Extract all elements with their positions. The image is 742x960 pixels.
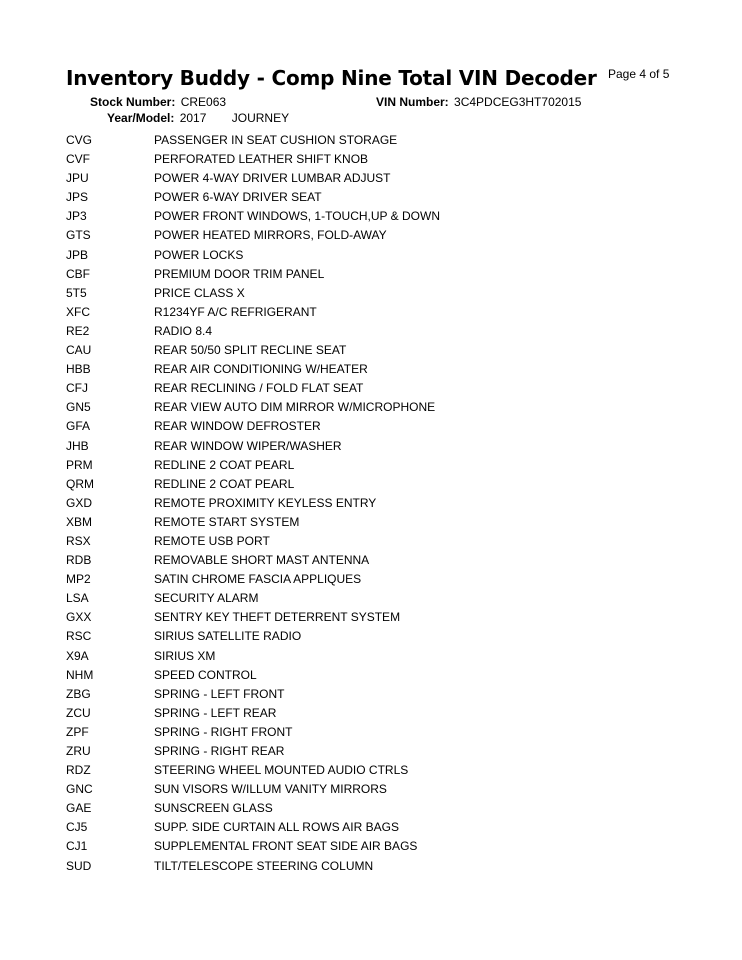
option-description: REMOTE PROXIMITY KEYLESS ENTRY xyxy=(154,495,377,510)
option-code: ZPF xyxy=(66,724,89,739)
option-row xyxy=(66,417,666,436)
option-row xyxy=(66,303,666,322)
option-row xyxy=(66,647,666,666)
option-description: POWER 4-WAY DRIVER LUMBAR ADJUST xyxy=(154,171,391,186)
option-code: RDB xyxy=(66,553,92,568)
option-code: GN5 xyxy=(66,400,91,415)
option-code: NHM xyxy=(66,667,94,682)
option-description: SPRING - LEFT REAR xyxy=(154,705,277,720)
option-row xyxy=(66,379,666,398)
option-code: GAE xyxy=(66,801,92,816)
option-row xyxy=(66,169,666,188)
vin-number-value: 3C4PDCEG3HT702015 xyxy=(454,95,582,109)
option-row xyxy=(66,360,666,379)
option-description: SPRING - LEFT FRONT xyxy=(154,686,285,701)
option-description: POWER 6-WAY DRIVER SEAT xyxy=(154,190,322,205)
option-row xyxy=(66,475,666,494)
option-code: JP3 xyxy=(66,209,87,224)
option-description: SPRING - RIGHT REAR xyxy=(154,744,285,758)
option-code: ZCU xyxy=(66,705,91,720)
year-model-label: Year/Model: xyxy=(107,111,175,125)
option-description: SPRING - RIGHT FRONT xyxy=(154,724,293,739)
option-description: SATIN CHROME FASCIA APPLIQUES xyxy=(154,572,362,587)
option-row xyxy=(66,284,666,303)
option-row xyxy=(66,742,666,761)
option-description: REAR WINDOW WIPER/WASHER xyxy=(154,438,342,453)
option-row xyxy=(66,761,666,780)
option-description: POWER FRONT WINDOWS, 1-TOUCH,UP & DOWN xyxy=(154,209,441,224)
page-number: Page 4 of 5 xyxy=(608,67,670,81)
option-description: R1234YF A/C REFRIGERANT xyxy=(154,304,317,319)
option-description: PREMIUM DOOR TRIM PANEL xyxy=(154,266,325,281)
option-description: SIRIUS SATELLITE RADIO xyxy=(154,629,302,644)
option-code: JPS xyxy=(66,190,89,205)
option-description: REDLINE 2 COAT PEARL xyxy=(154,476,295,491)
option-list xyxy=(66,131,666,876)
option-code: RE2 xyxy=(66,323,90,338)
stock-number xyxy=(90,95,226,109)
option-row xyxy=(66,513,666,532)
option-row xyxy=(66,589,666,608)
option-description: TILT/TELESCOPE STEERING COLUMN xyxy=(154,858,374,873)
option-code: GTS xyxy=(66,228,91,243)
option-description: SUPP. SIDE CURTAIN ALL ROWS AIR BAGS xyxy=(154,820,399,835)
option-row xyxy=(66,532,666,551)
option-code: JPU xyxy=(66,171,89,186)
option-description: REDLINE 2 COAT PEARL xyxy=(154,457,295,472)
option-row xyxy=(66,627,666,646)
option-code: CBF xyxy=(66,266,90,281)
option-code: PRM xyxy=(66,457,93,472)
option-code: XBM xyxy=(66,514,93,529)
option-description: SENTRY KEY THEFT DETERRENT SYSTEM xyxy=(154,610,401,625)
option-row xyxy=(66,837,666,856)
option-description: REMOTE USB PORT xyxy=(154,533,270,548)
option-description: RADIO 8.4 xyxy=(154,323,213,338)
option-row xyxy=(66,608,666,627)
year-value: 2017 xyxy=(179,111,207,125)
option-description: REAR 50/50 SPLIT RECLINE SEAT xyxy=(154,343,347,358)
option-row xyxy=(66,131,666,150)
option-row xyxy=(66,780,666,799)
option-description: REAR VIEW AUTO DIM MIRROR W/MICROPHONE xyxy=(154,400,436,415)
option-row xyxy=(66,857,666,876)
option-description: SECURITY ALARM xyxy=(154,591,259,606)
option-code: LSA xyxy=(66,591,89,606)
option-code: CAU xyxy=(66,343,92,358)
stock-number-label: Stock Number: xyxy=(90,95,176,109)
option-code: ZBG xyxy=(66,686,91,701)
option-description: PRICE CLASS X xyxy=(154,285,245,300)
option-row xyxy=(66,341,666,360)
year-model xyxy=(107,111,289,125)
option-row xyxy=(66,437,666,456)
option-code: ZRU xyxy=(66,744,91,758)
option-description: SUN VISORS W/ILLUM VANITY MIRRORS xyxy=(154,782,387,797)
option-code: JPB xyxy=(66,247,89,262)
option-row xyxy=(66,398,666,417)
option-code: CJ5 xyxy=(66,820,88,835)
option-code: GFA xyxy=(66,419,91,434)
option-description: POWER LOCKS xyxy=(154,247,244,262)
option-code: QRM xyxy=(66,476,94,491)
option-code: RSX xyxy=(66,533,91,548)
option-description: SPEED CONTROL xyxy=(154,667,257,682)
option-code: 5T5 xyxy=(66,285,87,300)
option-code: HBB xyxy=(66,362,91,377)
option-description: PASSENGER IN SEAT CUSHION STORAGE xyxy=(154,133,398,147)
option-description: REAR RECLINING / FOLD FLAT SEAT xyxy=(154,381,364,396)
option-row xyxy=(66,666,666,685)
option-row xyxy=(66,207,666,226)
option-description: REAR WINDOW DEFROSTER xyxy=(154,419,321,434)
option-description: REAR AIR CONDITIONING W/HEATER xyxy=(154,362,368,377)
option-description: REMOTE START SYSTEM xyxy=(154,514,300,529)
option-code: RDZ xyxy=(66,763,91,778)
option-code: MP2 xyxy=(66,572,91,587)
option-description: SUNSCREEN GLASS xyxy=(154,801,273,816)
option-row xyxy=(66,456,666,475)
option-code: CVF xyxy=(66,152,90,167)
option-description: STEERING WHEEL MOUNTED AUDIO CTRLS xyxy=(154,763,409,778)
option-description: SUPPLEMENTAL FRONT SEAT SIDE AIR BAGS xyxy=(154,839,418,854)
vin-number-label: VIN Number: xyxy=(376,95,449,109)
option-code: CFJ xyxy=(66,381,88,396)
option-row xyxy=(66,226,666,245)
vin-number xyxy=(376,95,581,109)
option-row xyxy=(66,818,666,837)
option-row xyxy=(66,570,666,589)
option-code: GXX xyxy=(66,610,92,625)
option-row xyxy=(66,322,666,341)
option-description: POWER HEATED MIRRORS, FOLD-AWAY xyxy=(154,228,387,243)
option-code: RSC xyxy=(66,629,92,644)
option-description: SIRIUS XM xyxy=(154,648,216,663)
option-code: GNC xyxy=(66,782,93,797)
option-row xyxy=(66,246,666,265)
option-row xyxy=(66,685,666,704)
option-code: XFC xyxy=(66,304,90,319)
option-code: CVG xyxy=(66,133,93,147)
option-code: SUD xyxy=(66,858,92,873)
option-row xyxy=(66,704,666,723)
option-row xyxy=(66,188,666,207)
model-value: JOURNEY xyxy=(231,111,290,125)
stock-number-value: CRE063 xyxy=(180,95,227,109)
option-row xyxy=(66,150,666,169)
option-row xyxy=(66,265,666,284)
option-row xyxy=(66,799,666,818)
option-row xyxy=(66,551,666,570)
option-code: X9A xyxy=(66,648,89,663)
option-row xyxy=(66,723,666,742)
option-description: PERFORATED LEATHER SHIFT KNOB xyxy=(154,152,369,167)
report-title: Inventory Buddy - Comp Nine Total VIN Decoder xyxy=(66,66,597,90)
option-code: GXD xyxy=(66,495,93,510)
option-row xyxy=(66,494,666,513)
option-code: JHB xyxy=(66,438,89,453)
option-description: REMOVABLE SHORT MAST ANTENNA xyxy=(154,553,370,568)
option-code: CJ1 xyxy=(66,839,88,854)
